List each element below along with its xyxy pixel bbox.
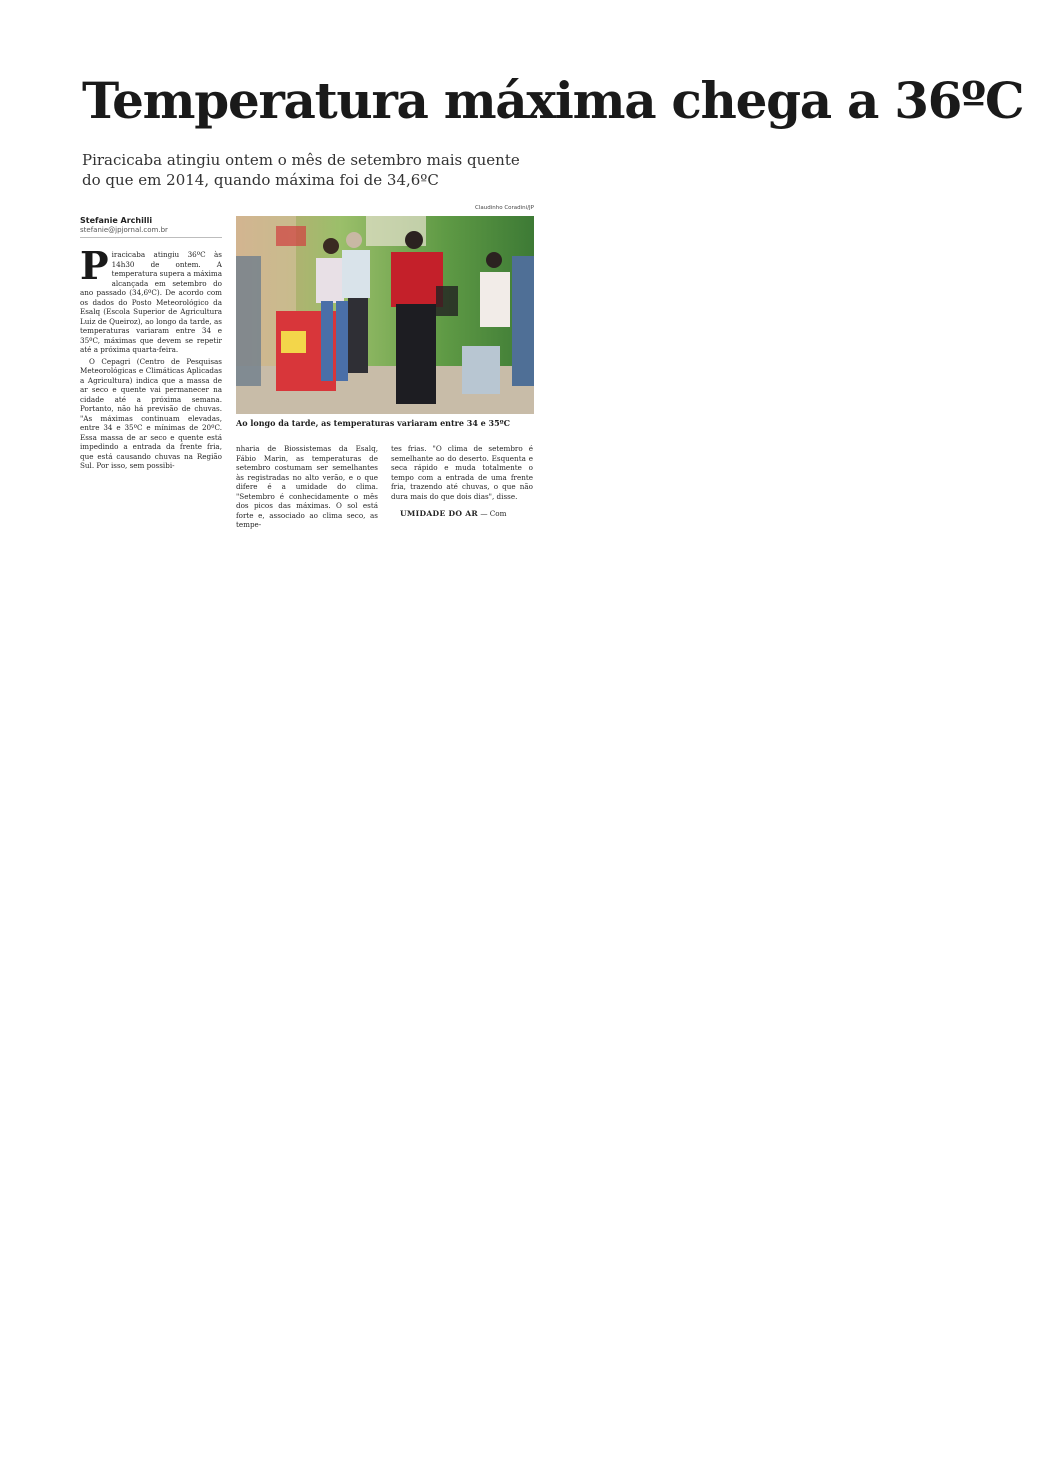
paragraph-1-text: iracicaba atingiu 36ºC às 14h30 de ontem. A temperatura supera a máxima alcançada em setembro do ano passado (34,6ºC). De acordo com os dados do Posto Meteorológico da Esalq (Escola Superior de Agricultura Luiz de Queiroz), ao longo da tarde, as temperaturas variaram entre 34 e 35ºC, máximas que devem se repetir até a próxima quarta-feira.	[80, 250, 222, 354]
article-column-1	[80, 243, 222, 473]
subsection-title: UMIDADE DO AR	[400, 509, 479, 518]
paragraph-2: O Cepagri (Centro de Pesquisas Meteorológicas e Climáticas Aplicadas a Agricultura) indica que a massa de ar seco e quente vai permanecer na cidade até a próxima semana. Portanto, não há previsão de chuvas. "As máximas continuam elevadas, entre 34 e 35ºC e mínimas de 20ºC. Essa massa de ar seco e quente está impedindo a entrada da frente fria, que está causando chuvas na Região Sul. Por isso, sem possibi-	[80, 356, 222, 470]
author-email: stefanie@jpjornal.com.br	[80, 226, 168, 234]
headline: Temperatura máxima chega a 36ºC	[82, 71, 1024, 130]
paragraph-1	[80, 243, 222, 355]
subsection-paragraph	[391, 509, 533, 519]
photo-illustration	[236, 216, 534, 414]
article-column-3	[391, 444, 533, 521]
author-name: Stefanie Archilli	[80, 216, 153, 225]
article-column-2	[236, 444, 378, 532]
drop-cap: P	[80, 243, 109, 288]
subheadline: Piracicaba atingiu ontem o mês de setembro mais quente do que em 2014, quando máxima foi de 34,6ºC	[82, 151, 520, 189]
photo-caption: Ao longo da tarde, as temperaturas variaram entre 34 e 35ºC	[236, 418, 511, 428]
subsection-text: — Com	[478, 509, 507, 518]
column-2-text: nharia de Biossistemas da Esalq, Fábio Marin, as temperaturas de setembro costumam ser semelhantes às registradas no alto verão, e o que difere é a umidade do clima. "Setembro é conhecidamente o mês dos picos das máximas. O sol está forte e, associado ao clima seco, as tempe-	[236, 444, 378, 529]
column-3-text: tes frias. "O clima de setembro é semelhante ao do deserto. Esquenta e seca rápido e muda totalmente o tempo com a entrada de uma frente fria, trazendo até chuvas, o que não dura mais do que dois dias", disse.	[391, 444, 533, 501]
photo-credit: Claudinho Coradini/JP	[475, 205, 534, 211]
article-photo	[236, 216, 534, 414]
byline	[80, 216, 222, 238]
